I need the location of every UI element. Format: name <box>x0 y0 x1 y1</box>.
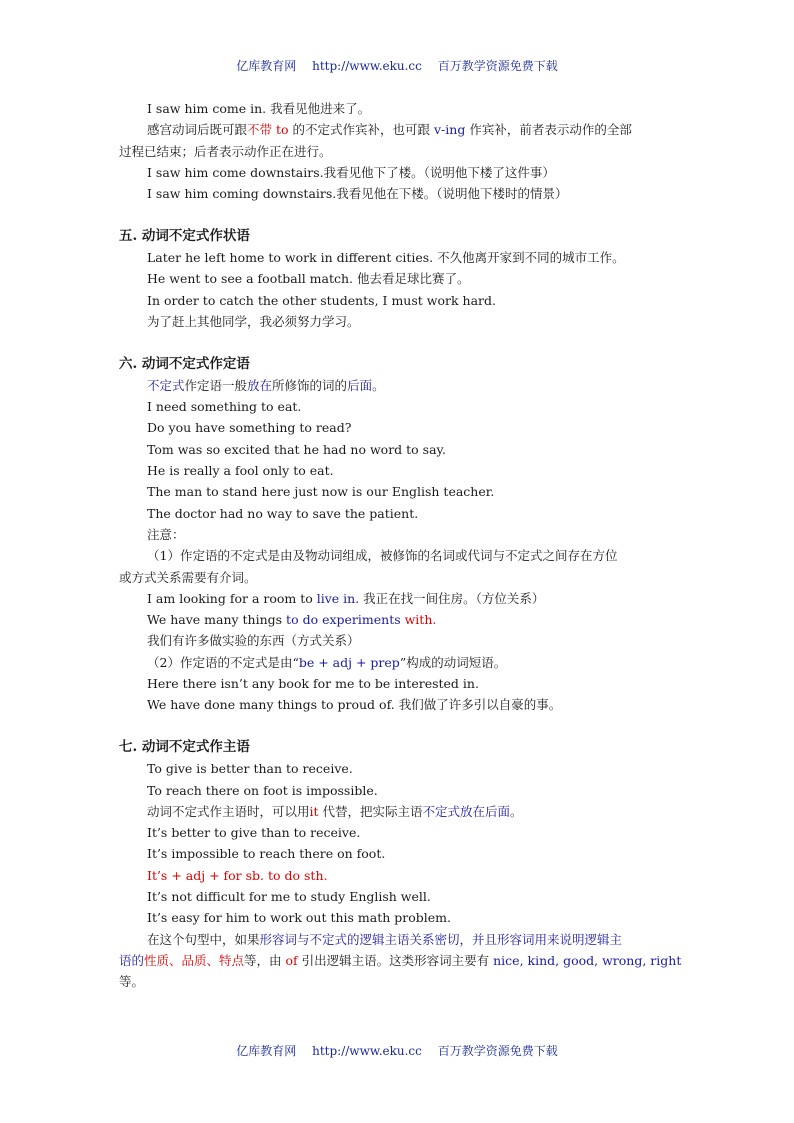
text-line: Later he left home to work in different cities. 不久他离开家到不同的城市工作。 <box>147 250 625 266</box>
text-line: 不定式作定语一般放在所修饰的词的后面。 <box>147 377 385 393</box>
text-line: 感宫动词后既可跟不带 to 的不定式作宾补，也可跟 v-ing 作宾补，前者表示动作的全部 <box>147 122 632 138</box>
footer-site-name: 亿库教育网 <box>236 1044 297 1058</box>
page-header <box>0 57 794 74</box>
page-footer <box>0 1042 794 1059</box>
section-heading-5: 五. 动词不定式作状语 <box>119 227 250 244</box>
text-line: 动词不定式作主语时，可以用it 代替，把实际主语不定式放在后面。 <box>147 803 523 819</box>
text-line: We have done many things to proud of. 我们做了许多引以自豪的事。 <box>147 697 562 713</box>
footer-url: http://www.eku.cc <box>312 1044 422 1058</box>
header-url: http://www.eku.cc <box>312 59 422 73</box>
text-line: In order to catch the other students, I must work hard. <box>147 292 496 308</box>
section-heading-6: 六. 动词不定式作定语 <box>119 355 250 372</box>
text-line: （1）作定语的不定式是由及物动词组成，被修饰的名词或代词与不定式之间存在方位 <box>147 548 618 564</box>
text-line: 语的性质、品质、特点等，由 of 引出逻辑主语。这类形容词主要有 nice, kind, good, wrong, right <box>119 952 682 968</box>
text-line: 或方式关系需要有介词。 <box>119 569 257 585</box>
text-line: The doctor had no way to save the patient. <box>147 505 419 521</box>
text-line: I am looking for a room to live in. 我正在找一间住房。（方位关系） <box>147 590 545 606</box>
text-line: 我们有许多做实验的东西（方式关系） <box>147 633 360 649</box>
text-line: It’s better to give than to receive. <box>147 825 361 841</box>
header-slogan: 百万教学资源免费下载 <box>437 59 558 73</box>
text-line: He went to see a football match. 他去看足球比赛了。 <box>147 271 470 287</box>
text-line: I saw him coming downstairs.我看见他在下楼。（说明他下楼时的情景） <box>147 186 568 202</box>
document-body <box>119 98 682 992</box>
text-line: It’s impossible to reach there on foot. <box>147 846 386 862</box>
text-line: （2）作定语的不定式是由“be + adj + prep”构成的动词短语。 <box>147 654 507 670</box>
text-line: 等。 <box>119 974 145 990</box>
header-site-name: 亿库教育网 <box>236 59 297 73</box>
section-heading-7: 七. 动词不定式作主语 <box>119 738 250 755</box>
footer-slogan: 百万教学资源免费下载 <box>437 1044 558 1058</box>
text-line: We have many things to do experiments with. <box>147 612 437 628</box>
text-line: He is really a fool only to eat. <box>147 463 334 479</box>
text-line: 注意： <box>147 526 185 542</box>
text-line: Here there isn’t any book for me to be interested in. <box>147 676 479 692</box>
text-line: I saw him come in. 我看见他进来了。 <box>147 101 371 116</box>
text-line: It’s + adj + for sb. to do sth. <box>147 867 328 883</box>
text-line: I need something to eat. <box>147 399 302 415</box>
text-line: It’s easy for him to work out this math problem. <box>147 910 451 926</box>
text-line: Do you have something to read? <box>147 420 352 436</box>
text-line: 在这个句型中，如果形容词与不定式的逻辑主语关系密切，并且形容词用来说明逻辑主 <box>147 931 623 947</box>
text-line: 为了赶上其他同学，我必须努力学习。 <box>147 313 360 329</box>
text-line: The man to stand here just now is our English teacher. <box>147 484 495 500</box>
text-line: Tom was so excited that he had no word to say. <box>147 441 446 457</box>
text-line: 过程已结束；后者表示动作正在进行。 <box>119 143 332 159</box>
text-line: To reach there on foot is impossible. <box>147 782 378 798</box>
text-line: To give is better than to receive. <box>147 761 353 777</box>
text-line: I saw him come downstairs.我看见他下了楼。（说明他下楼了这件事） <box>147 164 555 180</box>
text-line: It’s not difficult for me to study English well. <box>147 888 431 904</box>
